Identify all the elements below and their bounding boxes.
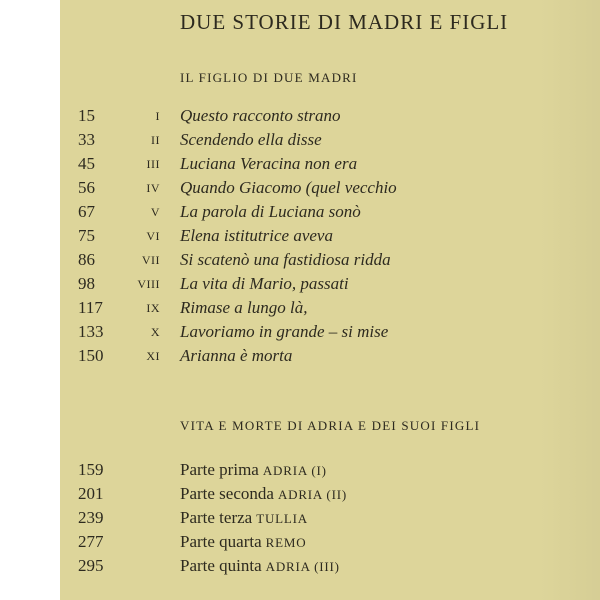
page-number: 201 bbox=[78, 484, 104, 503]
section-heading-2: VITA E MORTE DI ADRIA E DEI SUOI FIGLI bbox=[180, 418, 481, 433]
part-label: Parte seconda bbox=[180, 484, 274, 503]
toc-entry bbox=[60, 556, 540, 580]
part-title bbox=[180, 460, 327, 480]
part-name: ADRIA (III) bbox=[265, 559, 340, 574]
chapter-numeral: VIII bbox=[137, 277, 160, 291]
page-number: 98 bbox=[78, 274, 95, 293]
page-number: 117 bbox=[78, 298, 103, 317]
toc-entry bbox=[60, 178, 540, 202]
toc-entry bbox=[60, 322, 540, 346]
part-label: Parte prima bbox=[180, 460, 259, 479]
chapter-title: Questo racconto strano bbox=[180, 106, 341, 125]
part-label: Parte terza bbox=[180, 508, 253, 527]
part-name: ADRIA (I) bbox=[262, 463, 327, 478]
chapter-title: La vita di Mario, passati bbox=[180, 274, 349, 293]
part-name: ADRIA (II) bbox=[277, 487, 347, 502]
chapter-numeral: IX bbox=[146, 301, 160, 315]
chapter-numeral: I bbox=[155, 109, 160, 123]
chapter-numeral: III bbox=[146, 157, 160, 171]
part-name: REMO bbox=[265, 535, 307, 550]
toc-entry bbox=[60, 154, 540, 178]
page-number: 150 bbox=[78, 346, 104, 365]
book-page bbox=[60, 0, 600, 600]
page-number: 86 bbox=[78, 250, 95, 269]
page-number: 277 bbox=[78, 532, 104, 551]
part-title bbox=[180, 508, 308, 528]
chapter-title: Lavoriamo in grande – si mise bbox=[180, 322, 389, 341]
section-heading-1: IL FIGLIO DI DUE MADRI bbox=[180, 70, 358, 85]
toc-entry bbox=[60, 202, 540, 226]
page-edge-shadow bbox=[540, 0, 600, 600]
part-label: Parte quinta bbox=[180, 556, 262, 575]
toc-entry bbox=[60, 532, 540, 556]
chapter-title: Luciana Veracina non era bbox=[180, 154, 358, 173]
toc-entry bbox=[60, 130, 540, 154]
chapter-title: Rimase a lungo là, bbox=[180, 298, 308, 317]
toc-entry bbox=[60, 274, 540, 298]
page-number: 75 bbox=[78, 226, 95, 245]
chapter-numeral: VI bbox=[146, 229, 160, 243]
part-title bbox=[180, 532, 306, 552]
page-number: 15 bbox=[78, 106, 95, 125]
toc-entry bbox=[60, 460, 540, 484]
toc-entry bbox=[60, 484, 540, 508]
chapter-title: Arianna è morta bbox=[180, 346, 293, 365]
toc-entry bbox=[60, 508, 540, 532]
chapter-numeral: VII bbox=[141, 253, 160, 267]
page-title: DUE STORIE DI MADRI E FIGLI bbox=[180, 10, 509, 34]
page-number: 239 bbox=[78, 508, 104, 527]
page-number: 33 bbox=[78, 130, 95, 149]
toc-entry bbox=[60, 226, 540, 250]
page-number: 159 bbox=[78, 460, 104, 479]
chapter-numeral: IV bbox=[146, 181, 160, 195]
chapter-title: Si scatenò una fastidiosa ridda bbox=[180, 250, 391, 269]
toc-entry bbox=[60, 250, 540, 274]
chapter-title: Scendendo ella disse bbox=[180, 130, 322, 149]
toc-entry bbox=[60, 106, 540, 130]
chapter-title: Quando Giacomo (quel vecchio bbox=[180, 178, 397, 197]
part-title bbox=[180, 556, 340, 576]
page-number: 133 bbox=[78, 322, 104, 341]
part-title bbox=[180, 484, 347, 504]
chapter-numeral: V bbox=[150, 205, 160, 219]
page-number: 295 bbox=[78, 556, 104, 575]
page-number: 56 bbox=[78, 178, 95, 197]
part-label: Parte quarta bbox=[180, 532, 262, 551]
toc-entry bbox=[60, 346, 540, 370]
page-number: 45 bbox=[78, 154, 95, 173]
chapter-title: La parola di Luciana sonò bbox=[180, 202, 361, 221]
chapter-numeral: II bbox=[151, 133, 160, 147]
chapter-title: Elena istitutrice aveva bbox=[180, 226, 333, 245]
part-name: TULLIA bbox=[256, 511, 308, 526]
toc-entry bbox=[60, 298, 540, 322]
chapter-numeral: XI bbox=[146, 349, 160, 363]
chapter-numeral: X bbox=[150, 325, 160, 339]
page-number: 67 bbox=[78, 202, 95, 221]
